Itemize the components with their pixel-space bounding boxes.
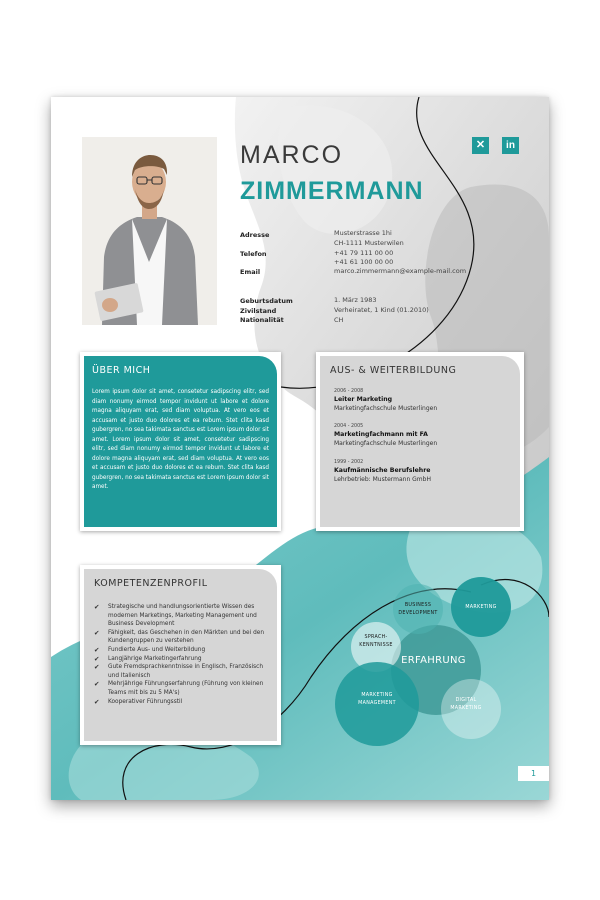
page-number: 1 bbox=[518, 766, 549, 781]
nation-label: Nationalität bbox=[240, 316, 284, 324]
edu-date: 2006 - 2008 bbox=[334, 389, 364, 394]
list-item: ✔ Fundierte Aus- und Weiterbildung bbox=[94, 645, 206, 654]
civil-label: Zivilstand bbox=[240, 307, 277, 315]
bubble-label-business: BUSINESS DEVELOPMENT bbox=[398, 603, 438, 616]
address-line1: Musterstrasse 1hi bbox=[334, 229, 392, 237]
xing-icon[interactable]: ✕ bbox=[472, 137, 489, 154]
check-icon: ✔ bbox=[94, 680, 100, 689]
list-item: ✔ Kooperativer Führungsstil bbox=[94, 697, 183, 706]
linkedin-icon[interactable]: in bbox=[502, 137, 519, 154]
list-item: ✔ Gute Fremdsprachkenntnisse in Englisch, Französisch und Italienisch bbox=[94, 663, 264, 679]
list-item: ✔ Strategische und handlungsorientierte Wissen des modernen Marketings, Marketing Management und Business Development bbox=[94, 603, 257, 628]
birth-label: Geburtsdatum bbox=[240, 297, 293, 305]
cv-page bbox=[51, 97, 549, 800]
edu-title: Leiter Marketing bbox=[334, 396, 393, 403]
bubble-label-erfahrung: ERFAHRUNG bbox=[401, 655, 466, 666]
person-silhouette bbox=[82, 137, 217, 325]
about-title: ÜBER MICH bbox=[92, 365, 151, 376]
check-icon: ✔ bbox=[94, 663, 100, 672]
bubble-label-marketing-management: MARKETING MANAGEMENT bbox=[358, 693, 396, 706]
phone-1: +41 79 111 00 00 bbox=[334, 249, 394, 257]
competences-card bbox=[80, 565, 281, 745]
education-title: AUS- & WEITERBILDUNG bbox=[330, 365, 457, 376]
last-name: ZIMMERMANN bbox=[240, 177, 424, 205]
about-card bbox=[80, 352, 281, 531]
check-icon: ✔ bbox=[94, 628, 100, 637]
check-icon: ✔ bbox=[94, 603, 100, 611]
email-value[interactable]: marco.zimmermann@example-mail.com bbox=[334, 267, 467, 275]
profile-photo bbox=[82, 137, 217, 325]
competences-title: KOMPETENZENPROFIL bbox=[94, 578, 208, 589]
education-card-inner bbox=[320, 356, 520, 527]
edu-date: 1999 - 2002 bbox=[334, 460, 364, 465]
edu-school: Marketingfachschule Musterlingen bbox=[334, 405, 438, 412]
birth-value: 1. März 1983 bbox=[334, 296, 377, 304]
phone-label: Telefon bbox=[240, 250, 267, 258]
edu-title: Kaufmännische Berufslehre bbox=[334, 467, 431, 474]
list-item: ✔ Langjährige Marketingerfahrung bbox=[94, 654, 202, 663]
check-icon: ✔ bbox=[94, 697, 100, 706]
first-name: MARCO bbox=[240, 141, 344, 169]
address-line2: CH-1111 Musterwilen bbox=[334, 239, 404, 247]
bubble-label-marketing: MARKETING bbox=[465, 605, 497, 610]
list-item: ✔ Fähigkeit, das Geschehen in den Märkten und bei den Kundengruppen zu verstehen bbox=[94, 628, 264, 645]
check-icon: ✔ bbox=[94, 654, 100, 663]
edu-title: Marketingfachmann mit FA bbox=[334, 431, 428, 438]
civil-value: Verheiratet, 1 Kind (01.2010) bbox=[334, 306, 429, 314]
about-card-inner bbox=[84, 356, 277, 527]
list-item: ✔ Mehrjährige Führungserfahrung (Führung von kleinen Teams mit bis zu 5 MA's) bbox=[94, 680, 264, 696]
check-icon: ✔ bbox=[94, 645, 100, 654]
bubble-label-sprach: SPRACH-KENNTNISSE bbox=[359, 635, 393, 648]
about-text: Lorem ipsum dolor sit amet, consetetur sadipscing elitr, sed diam nonumy eirmod tempor invidunt ut labore et dolore magna aliquyam erat, sed diam voluptua. At vero eos et accusam et justo duo dolores et ea rebum. Stet clita kasd gubergren, no sea takimata sanctus est Lorem ipsum dolor sit amet. Lorem ipsum dolor sit amet, consetetur sadipscing elitr, sed diam nonumy eirmod tempor invidunt ut labore et dolore magna aliquyam erat, sed diam voluptua. At vero eos et accusam et justo duo dolores et ea rebum. Stet clita kasd gubergren, no sea takimata sanctus est Lorem ipsum dolor sit amet. bbox=[92, 389, 269, 490]
bubble-label-digital: DIGITAL MARKETING bbox=[450, 698, 482, 711]
education-card bbox=[316, 352, 524, 531]
competences-list bbox=[94, 603, 269, 706]
competences-card-inner bbox=[84, 569, 277, 741]
edu-date: 2004 - 2005 bbox=[334, 424, 364, 429]
phone-2: +41 61 100 00 00 bbox=[334, 258, 394, 266]
address-label: Adresse bbox=[240, 231, 270, 239]
edu-school: Marketingfachschule Musterlingen bbox=[334, 440, 438, 447]
nation-value: CH bbox=[334, 316, 344, 324]
email-label: Email bbox=[240, 268, 261, 276]
edu-school: Lehrbetrieb: Mustermann GmbH bbox=[334, 476, 431, 483]
